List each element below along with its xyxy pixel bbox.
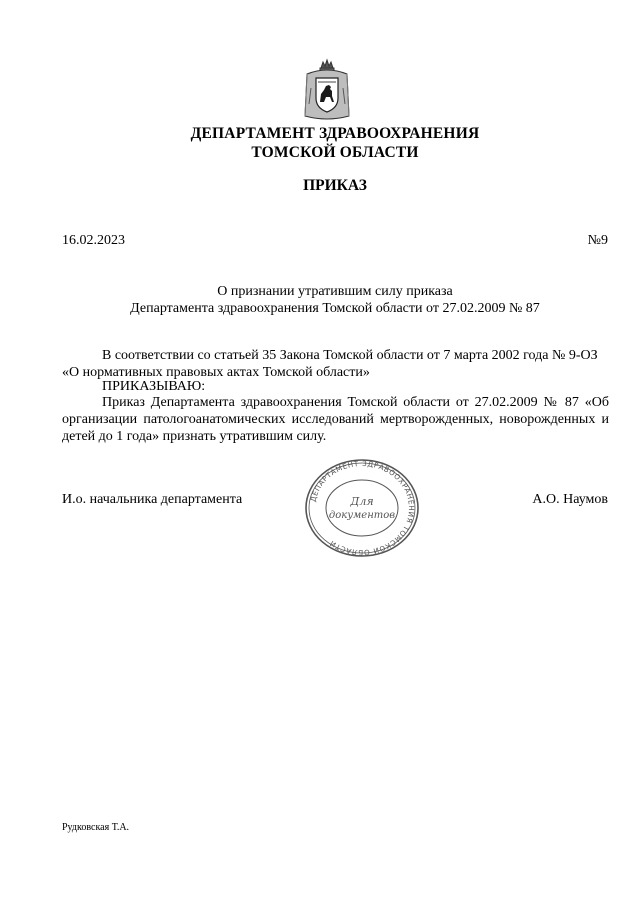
signer-title: И.о. начальника департамента	[62, 492, 243, 507]
executor-name: Рудковская Т.А.	[62, 822, 130, 833]
stamp-center-line1: Для	[350, 495, 374, 508]
coat-of-arms-icon	[301, 58, 353, 124]
org-title-line1: ДЕПАРТАМЕНТ ЗДРАВООХРАНЕНИЯ	[190, 125, 480, 142]
preamble-line1: В соответствии со статьей 35 Закона Томской области от 7 марта 2002 года № 9-ОЗ	[102, 348, 598, 363]
round-stamp	[302, 458, 422, 558]
stamp-center-line2: документов	[328, 510, 396, 521]
order-paragraph: Приказ Департамента здравоохранения Томской области от 27.02.2009 № 87 «Об организации патологоанатомических исследований мертворожденных, новорожденных и детей до 1 года» признать утратившим силу.	[62, 395, 609, 444]
document-type: ПРИКАЗ	[303, 177, 367, 194]
subject-line1: О признании утратившим силу приказа	[217, 284, 453, 299]
document-number: №9	[587, 233, 608, 248]
preamble-paragraph	[62, 347, 609, 381]
preamble-line2: «О нормативных правовых актах Томской области»	[62, 365, 370, 380]
signer-name: А.О. Наумов	[532, 492, 608, 507]
org-title-line2: ТОМСКОЙ ОБЛАСТИ	[251, 144, 419, 161]
document-date: 16.02.2023	[62, 233, 125, 248]
stamp-ring-text: ДЕПАРТАМЕНТ ЗДРАВООХРАНЕНИЯ ТОМСКОЙ ОБЛАСТИ	[308, 458, 417, 558]
order-word: ПРИКАЗЫВАЮ:	[102, 379, 206, 394]
subject-line2: Департамента здравоохранения Томской области от 27.02.2009 № 87	[130, 301, 540, 316]
